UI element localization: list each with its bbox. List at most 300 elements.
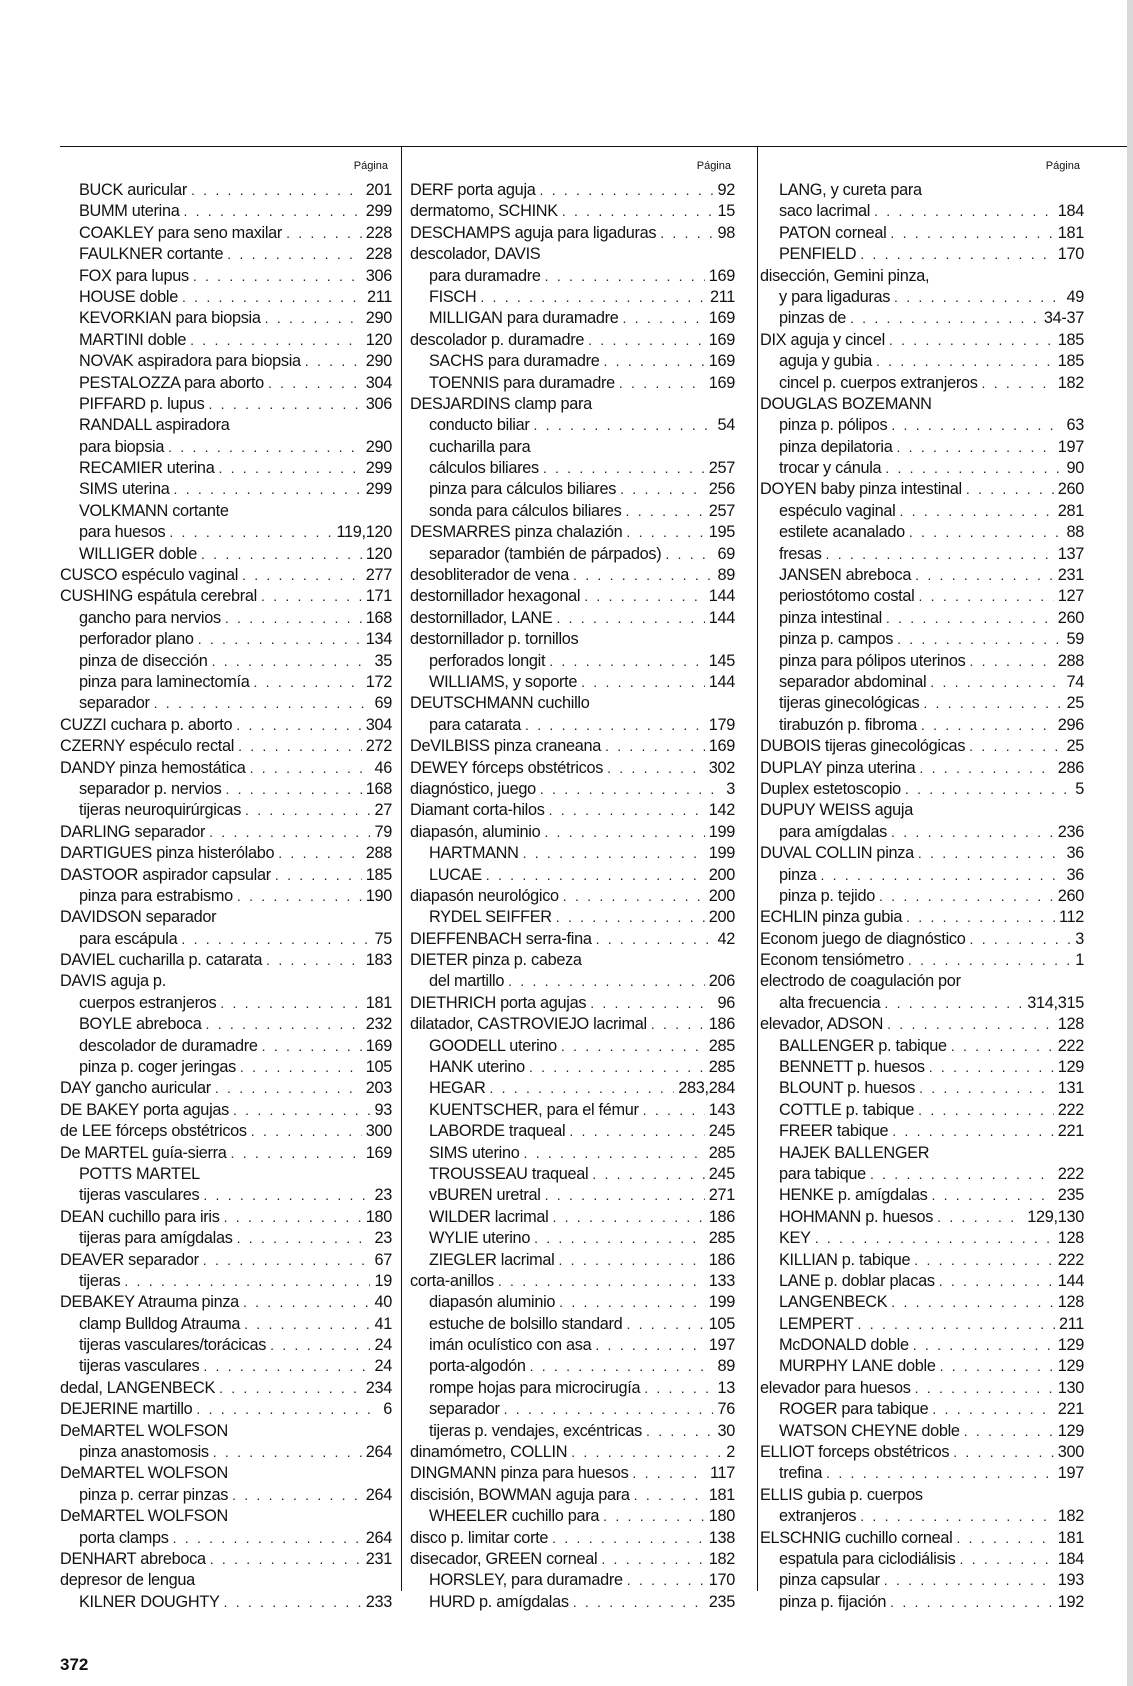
- entry-term: MARTINI doble: [79, 330, 187, 349]
- index-entry: [410, 1122, 735, 1143]
- index-entry: [760, 587, 1084, 608]
- index-entry: [410, 1357, 735, 1378]
- entry-page: 211: [366, 287, 392, 306]
- entry-page: 197: [708, 1336, 735, 1355]
- entry-term: DOYEN baby pinza intestinal: [760, 480, 962, 499]
- index-entry: [760, 994, 1084, 1015]
- entry-term: del martillo: [429, 972, 505, 991]
- dot-leader: [203, 1187, 370, 1203]
- entry-term: elevador para huesos: [760, 1378, 911, 1397]
- entry-term: JANSEN abreboca: [779, 566, 912, 585]
- entry-term: clamp Bulldog Atrauma: [79, 1314, 241, 1333]
- entry-term: PIFFARD p. lupus: [79, 394, 205, 413]
- entry-page: 3: [1075, 929, 1084, 948]
- entry-page: 277: [365, 566, 392, 585]
- entry-page: 89: [717, 1357, 735, 1376]
- entry-page: 137: [1057, 544, 1084, 563]
- index-entry: [60, 866, 392, 887]
- dot-leader: [939, 1273, 1054, 1289]
- entry-term: tirabuzón p. fibroma: [779, 715, 917, 734]
- index-entry: [60, 1486, 392, 1507]
- index-entry: [60, 374, 392, 395]
- index-entry: [760, 288, 1084, 309]
- entry-term: ELLIS gubia p. cuerpos: [760, 1485, 923, 1504]
- entry-page: 13: [717, 1378, 735, 1397]
- entry-term: WILLIGER doble: [79, 544, 197, 563]
- index-entry: [60, 1443, 392, 1464]
- entry-term: cucharilla para: [429, 437, 531, 456]
- dot-leader: [815, 1230, 1054, 1246]
- index-entry: [60, 1379, 392, 1400]
- entry-page: 25: [1066, 737, 1084, 756]
- index-entry: [760, 245, 1084, 266]
- dot-leader: [870, 1166, 1054, 1182]
- entry-term: DIETER pinza p. cabeza: [410, 951, 582, 970]
- entry-term: TOENNIS para duramadre: [429, 373, 615, 392]
- dot-leader: [266, 952, 362, 968]
- dot-leader: [540, 182, 714, 198]
- dot-leader: [588, 332, 705, 348]
- entry-term: discisión, BOWMAN aguja para: [410, 1485, 630, 1504]
- index-entry: [60, 523, 392, 544]
- entry-page: 197: [1057, 1464, 1084, 1483]
- entry-term: diapasón, aluminio: [410, 822, 541, 841]
- dot-leader: [890, 225, 1053, 241]
- entry-term: WYLIE uterino: [429, 1229, 531, 1248]
- dot-leader: [620, 481, 705, 497]
- entry-term: MURPHY LANE doble: [779, 1357, 936, 1376]
- entry-page: 27: [374, 801, 392, 820]
- entry-page: 290: [365, 309, 392, 328]
- entry-page: 222: [1057, 1250, 1084, 1269]
- dot-leader: [124, 1273, 370, 1289]
- entry-page: 283,284: [678, 1079, 735, 1098]
- entry-page: 49: [1066, 287, 1084, 306]
- index-entry: [410, 545, 735, 566]
- index-entry: [760, 374, 1084, 395]
- entry-page: 1: [1075, 951, 1084, 970]
- index-entry: [760, 801, 1084, 822]
- entry-term: ELLIOT forceps obstétricos: [760, 1443, 950, 1462]
- entry-term: BALLENGER p. tabique: [779, 1036, 947, 1055]
- entry-page: 24: [374, 1357, 392, 1376]
- index-entry: [410, 331, 735, 352]
- entry-page: 296: [1057, 715, 1084, 734]
- entry-page: 35: [374, 651, 392, 670]
- dot-leader: [231, 1145, 362, 1161]
- entry-term: estilete acanalado: [779, 523, 905, 542]
- entry-term: DUBOIS tijeras ginecológicas: [760, 737, 966, 756]
- entry-page: 228: [365, 223, 392, 242]
- entry-term: pinza depilatoria: [779, 437, 893, 456]
- entry-term: DAVIS aguja p.: [60, 972, 166, 991]
- index-entry: [760, 887, 1084, 908]
- index-entry: [760, 1186, 1084, 1207]
- entry-page: 272: [365, 737, 392, 756]
- entry-page: 169: [708, 330, 735, 349]
- index-entry: [760, 395, 1084, 416]
- dot-leader: [953, 1444, 1054, 1460]
- entry-page: 203: [365, 1079, 392, 1098]
- index-entry: [410, 1165, 735, 1186]
- dot-leader: [480, 289, 706, 305]
- dot-leader: [876, 353, 1054, 369]
- entry-term: LANE p. doblar placas: [779, 1271, 935, 1290]
- dot-leader: [601, 1551, 704, 1567]
- entry-page: 169: [708, 352, 735, 371]
- column-header: Página: [696, 160, 731, 172]
- entry-page: 134: [365, 630, 392, 649]
- index-entry: [60, 331, 392, 352]
- entry-term: LANGENBECK: [779, 1293, 888, 1312]
- entry-page: 169: [708, 737, 735, 756]
- entry-page: 105: [708, 1314, 735, 1333]
- index-entry: [60, 1593, 392, 1614]
- index-entry: [760, 181, 1084, 202]
- entry-term: pinza p. coger jeringas: [79, 1058, 236, 1077]
- dot-leader: [592, 1166, 704, 1182]
- dot-leader: [646, 1423, 713, 1439]
- index-entry: [760, 267, 1084, 288]
- entry-term: TROUSSEAU traqueal: [429, 1164, 589, 1183]
- entry-page: 222: [1057, 1164, 1084, 1183]
- entry-term: HARTMANN: [429, 844, 519, 863]
- entry-term: porta clamps: [79, 1528, 169, 1547]
- dot-leader: [607, 760, 705, 776]
- dot-leader: [225, 781, 361, 797]
- entry-page: 195: [708, 523, 735, 542]
- entry-page: 3: [726, 779, 735, 798]
- dot-leader: [605, 738, 705, 754]
- index-entry: [410, 887, 735, 908]
- index-entry: [410, 801, 735, 822]
- entry-term: DEJERINE martillo: [60, 1400, 193, 1419]
- entry-page: 222: [1057, 1100, 1084, 1119]
- entry-term: LUCAE: [429, 865, 482, 884]
- entry-page: 41: [374, 1314, 392, 1333]
- index-entry: [410, 1422, 735, 1443]
- entry-page: 129,130: [1027, 1207, 1084, 1226]
- entry-term: DeVILBISS pinza craneana: [410, 737, 602, 756]
- index-entry: [60, 395, 392, 416]
- entry-term: VOLKMANN cortante: [79, 501, 229, 520]
- entry-page: 231: [365, 1550, 392, 1568]
- entry-term: destornillador p. tornillos: [410, 630, 579, 649]
- entry-page: 40: [374, 1293, 392, 1312]
- entry-term: pinzas de: [779, 309, 846, 328]
- entry-page: 186: [708, 1250, 735, 1269]
- index-entry: [60, 759, 392, 780]
- dot-leader: [508, 973, 705, 989]
- dot-leader: [966, 481, 1054, 497]
- entry-term: descolador p. duramadre: [410, 330, 585, 349]
- index-entry: [60, 1144, 392, 1165]
- entry-term: DE BAKEY porta agujas: [60, 1100, 229, 1119]
- entry-page: 256: [708, 480, 735, 499]
- entry-term: DIX aguja y cincel: [760, 330, 885, 349]
- entry-page: 2: [726, 1443, 735, 1462]
- entry-term: disecador, GREEN corneal: [410, 1550, 598, 1568]
- entry-page: 286: [1057, 758, 1084, 777]
- dot-leader: [250, 760, 371, 776]
- entry-term: estuche de bolsillo standard: [429, 1314, 623, 1333]
- entry-term: pinza: [779, 865, 817, 884]
- index-entry: [410, 972, 735, 993]
- dot-leader: [573, 1594, 705, 1610]
- entry-page: 36: [1066, 844, 1084, 863]
- entry-page: 168: [365, 608, 392, 627]
- index-entry: [760, 523, 1084, 544]
- index-entry: [410, 866, 735, 887]
- entry-term: SIMS uterino: [429, 1143, 520, 1162]
- dot-leader: [275, 867, 362, 883]
- index-entry: [60, 908, 392, 929]
- index-entry: [410, 309, 735, 330]
- index-entry: [410, 609, 735, 630]
- index-entry: [760, 1550, 1084, 1571]
- dot-leader: [886, 610, 1054, 626]
- entry-page: 185: [365, 865, 392, 884]
- entry-term: separador: [429, 1400, 500, 1419]
- top-rule: [60, 146, 1133, 147]
- entry-term: De MARTEL guía-sierra: [60, 1143, 227, 1162]
- entry-page: 185: [1057, 352, 1084, 371]
- entry-page: 199: [708, 822, 735, 841]
- dot-leader: [196, 1401, 379, 1417]
- entry-term: KILNER DOUGHTY: [79, 1592, 220, 1611]
- entry-page: 169: [365, 1036, 392, 1055]
- entry-term: pinza intestinal: [779, 608, 882, 627]
- index-entry: [60, 480, 392, 501]
- dot-leader: [245, 802, 370, 818]
- dot-leader: [562, 203, 714, 219]
- entry-term: para duramadre: [429, 266, 541, 285]
- entry-term: pinza para estrabismo: [79, 886, 233, 905]
- dot-leader: [209, 824, 370, 840]
- index-entry: [60, 459, 392, 480]
- dot-leader: [665, 546, 713, 562]
- index-entry: [760, 1122, 1084, 1143]
- entry-page: 63: [1066, 416, 1084, 435]
- dot-leader: [879, 888, 1054, 904]
- index-entry: [60, 1251, 392, 1272]
- entry-page: 142: [708, 801, 735, 820]
- dot-leader: [622, 310, 704, 326]
- entry-page: 69: [717, 544, 735, 563]
- entry-page: 98: [717, 223, 735, 242]
- dot-leader: [930, 674, 1062, 690]
- entry-term: LABORDE traqueal: [429, 1122, 566, 1141]
- dot-leader: [237, 888, 362, 904]
- index-entry: [410, 844, 735, 865]
- dot-leader: [970, 653, 1054, 669]
- index-entry: [410, 908, 735, 929]
- dot-leader: [233, 1102, 371, 1118]
- dot-leader: [909, 524, 1063, 540]
- entry-term: BOYLE abreboca: [79, 1015, 202, 1034]
- index-entry: [60, 1122, 392, 1143]
- entry-term: DESCHAMPS aguja para ligaduras: [410, 223, 657, 242]
- entry-page: 75: [374, 929, 392, 948]
- entry-page: 34-37: [1043, 309, 1084, 328]
- entry-page: 42: [717, 929, 735, 948]
- dot-leader: [278, 845, 362, 861]
- dot-leader: [168, 439, 362, 455]
- index-entry: [410, 930, 735, 951]
- dot-leader: [563, 888, 705, 904]
- entry-page: 129: [1057, 1058, 1084, 1077]
- entry-term: ROGER para tabique: [779, 1400, 929, 1419]
- entry-page: 206: [708, 972, 735, 991]
- entry-page: 105: [365, 1058, 392, 1077]
- index-entry: [60, 972, 392, 993]
- entry-term: KEY: [779, 1229, 811, 1248]
- index-entry: [60, 202, 392, 223]
- entry-page: 128: [1057, 1229, 1084, 1248]
- entry-term: cuerpos estranjeros: [79, 993, 217, 1012]
- entry-page: 299: [365, 459, 392, 478]
- dot-leader: [174, 481, 362, 497]
- dot-leader: [900, 503, 1054, 519]
- index-entry: [410, 737, 735, 758]
- index-entry: [760, 1272, 1084, 1293]
- index-entry: [410, 416, 735, 437]
- entry-page: 144: [1057, 1271, 1084, 1290]
- dot-leader: [860, 246, 1054, 262]
- dot-leader: [549, 653, 705, 669]
- entry-page: 89: [717, 566, 735, 585]
- entry-term: BUCK auricular: [79, 181, 187, 199]
- index-entry: [60, 1464, 392, 1485]
- entry-term: pinza para cálculos biliares: [429, 480, 617, 499]
- index-entry: [760, 972, 1084, 993]
- index-entry: [410, 1015, 735, 1036]
- entry-term: diapasón aluminio: [429, 1293, 556, 1312]
- index-entry: [410, 374, 735, 395]
- index-entry: [60, 1101, 392, 1122]
- dot-leader: [215, 1080, 362, 1096]
- entry-term: tijeras vasculares: [79, 1357, 200, 1376]
- index-entry: [410, 1208, 735, 1229]
- entry-page: 69: [374, 694, 392, 713]
- dot-leader: [182, 289, 363, 305]
- dot-leader: [206, 1016, 362, 1032]
- dot-leader: [191, 182, 362, 198]
- entry-term: electrodo de coagulación por: [760, 972, 961, 991]
- entry-term: DAVIDSON separador: [60, 908, 217, 927]
- entry-term: periostótomo costal: [779, 587, 915, 606]
- entry-page: 168: [365, 779, 392, 798]
- dot-leader: [634, 1487, 705, 1503]
- entry-page: 144: [708, 587, 735, 606]
- dot-leader: [644, 1380, 713, 1396]
- entry-page: 181: [1057, 223, 1084, 242]
- index-entry: [760, 844, 1084, 865]
- dot-leader: [225, 610, 362, 626]
- entry-term: FREER tabique: [779, 1122, 889, 1141]
- entry-page: 88: [1066, 523, 1084, 542]
- index-entry: [410, 1529, 735, 1550]
- dot-leader: [581, 674, 705, 690]
- entry-page: 264: [365, 1528, 392, 1547]
- index-entry: [760, 1336, 1084, 1357]
- index-entry: [60, 1571, 392, 1592]
- dot-leader: [571, 1444, 722, 1460]
- entry-term: PESTALOZZA para aborto: [79, 373, 264, 392]
- index-entry: [760, 1251, 1084, 1272]
- index-entry: [60, 630, 392, 651]
- index-column-1: [60, 160, 392, 1614]
- entry-term: para biopsia: [79, 437, 165, 456]
- entry-term: tijeras p. vendajes, excéntricas: [429, 1421, 643, 1440]
- index-entry: [60, 1037, 392, 1058]
- index-entry: [60, 930, 392, 951]
- entry-page: 180: [365, 1207, 392, 1226]
- dot-leader: [960, 1551, 1054, 1567]
- index-entry: [410, 1144, 735, 1165]
- dot-leader: [891, 417, 1062, 433]
- entry-term: SACHS para duramadre: [429, 352, 600, 371]
- entry-term: tijeras vasculares/torácicas: [79, 1336, 267, 1355]
- index-entry: [410, 181, 735, 202]
- index-entry: [410, 1037, 735, 1058]
- dot-leader: [897, 631, 1062, 647]
- index-entry: [410, 994, 735, 1015]
- entry-page: 285: [708, 1229, 735, 1248]
- entry-page: 285: [708, 1058, 735, 1077]
- entry-page: 264: [365, 1443, 392, 1462]
- dot-leader: [626, 1316, 704, 1332]
- index-entry: [410, 438, 735, 459]
- index-entry: [410, 480, 735, 501]
- index-entry: [760, 930, 1084, 951]
- entry-term: ECHLIN pinza gubia: [760, 908, 903, 927]
- dot-leader: [626, 503, 705, 519]
- entry-term: DENHART abreboca: [60, 1550, 206, 1568]
- index-entry: [410, 1571, 735, 1592]
- entry-page: 288: [1057, 651, 1084, 670]
- index-entry: [760, 1593, 1084, 1614]
- entry-page: 169: [708, 309, 735, 328]
- index-entry: [410, 523, 735, 544]
- dot-leader: [884, 995, 1023, 1011]
- entry-term: Diamant corta-hilos: [410, 801, 545, 820]
- index-entry: [410, 780, 735, 801]
- entry-page: 299: [365, 202, 392, 221]
- index-entry: [760, 1486, 1084, 1507]
- entry-term: para amígdalas: [779, 822, 888, 841]
- index-entry: [760, 1293, 1084, 1314]
- dot-leader: [305, 353, 362, 369]
- entry-term: BENNETT p. huesos: [779, 1058, 925, 1077]
- entry-term: vBUREN uretral: [429, 1186, 541, 1205]
- entry-term: DIETHRICH porta agujas: [410, 993, 587, 1012]
- entry-term: tijeras vasculares: [79, 1186, 200, 1205]
- index-entry: [60, 416, 392, 437]
- entry-term: descolador, DAVIS: [410, 245, 541, 264]
- dot-leader: [262, 1038, 362, 1054]
- index-entry: [60, 587, 392, 608]
- entry-term: diagnóstico, juego: [410, 779, 536, 798]
- entry-page: 130: [1057, 1378, 1084, 1397]
- entry-term: espéculo vaginal: [779, 501, 896, 520]
- entry-term: BLOUNT p. huesos: [779, 1079, 916, 1098]
- index-entry: [760, 908, 1084, 929]
- dot-leader: [552, 1209, 704, 1225]
- dot-leader: [236, 717, 361, 733]
- dot-leader: [213, 1444, 362, 1460]
- entry-page: 30: [717, 1421, 735, 1440]
